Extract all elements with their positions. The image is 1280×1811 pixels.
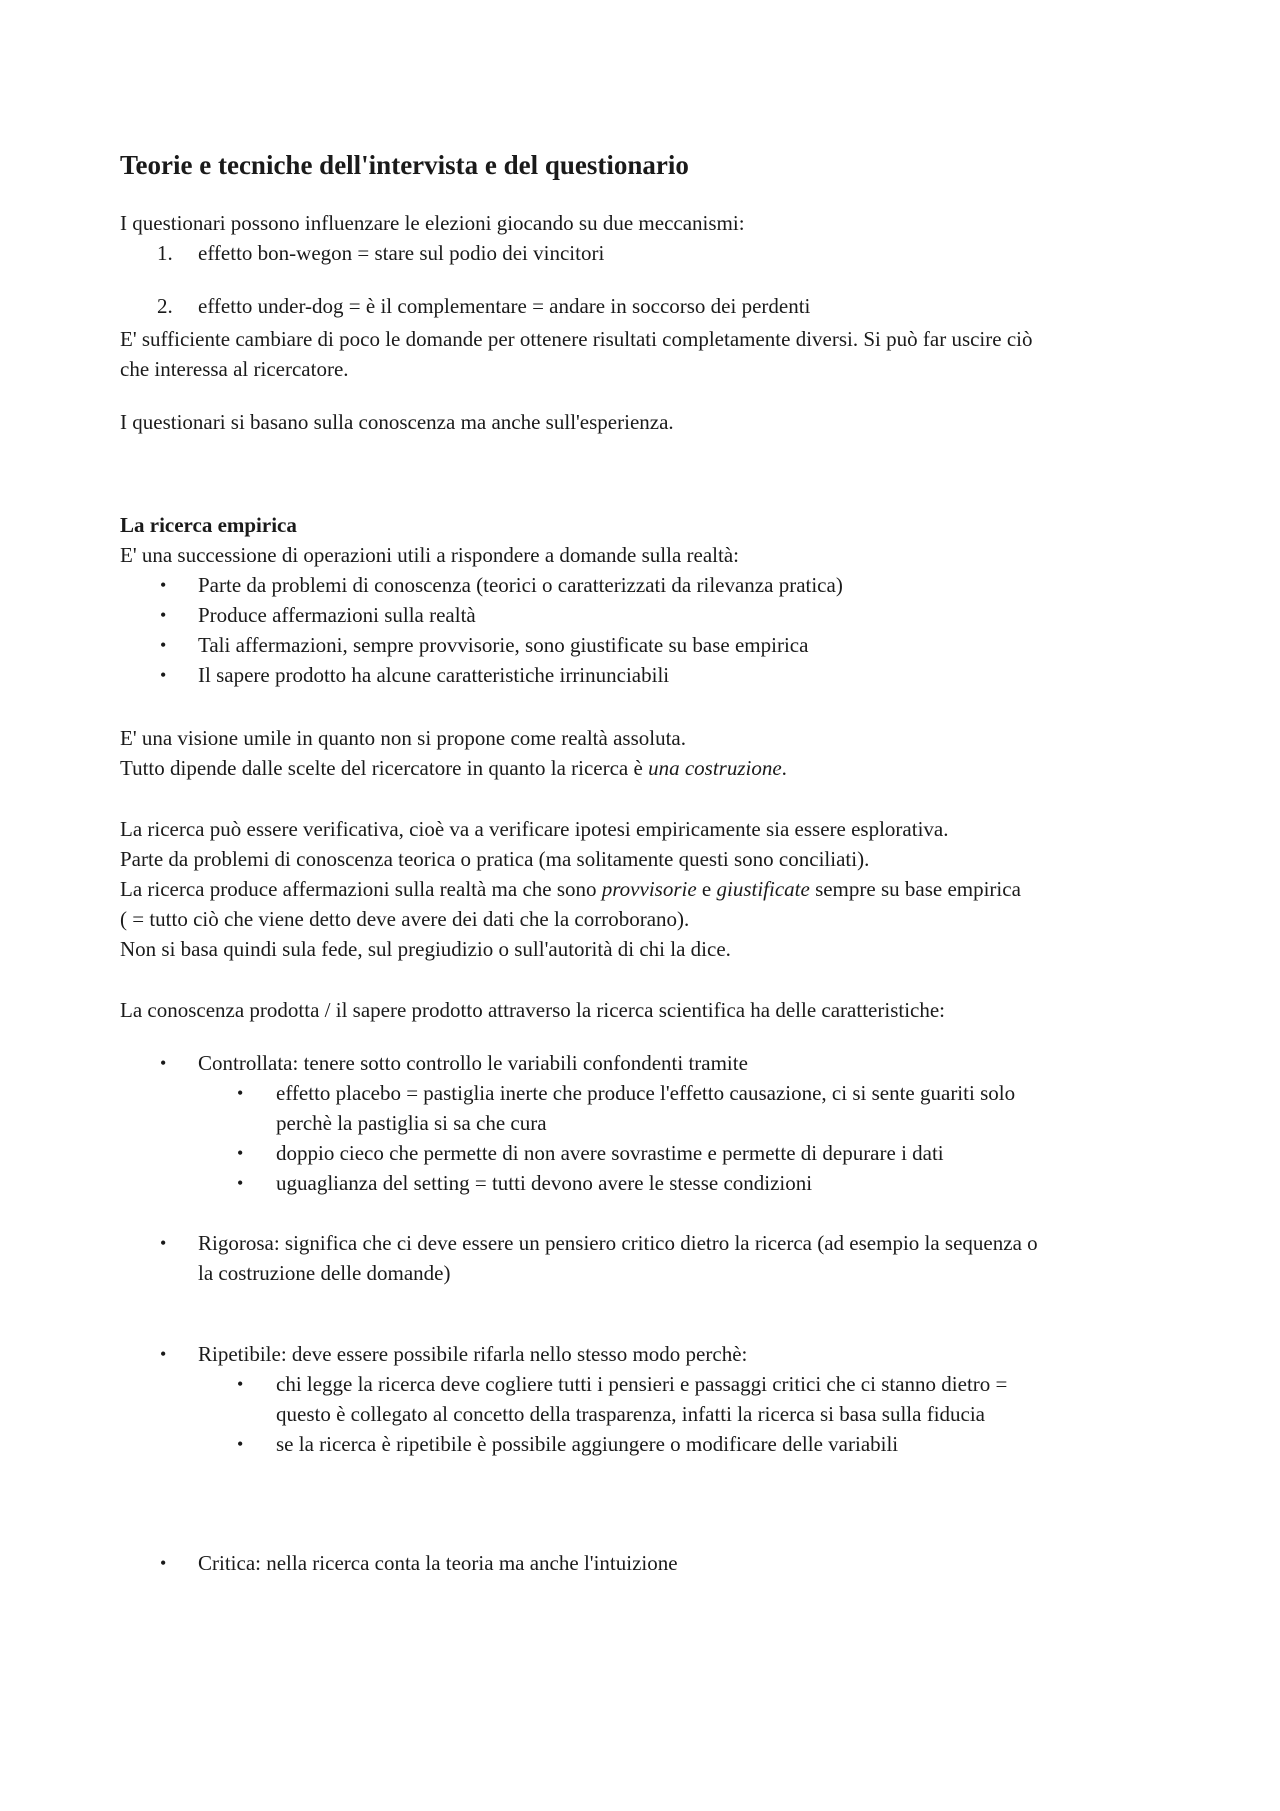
italic-text: giustificate [716, 877, 810, 901]
list-item: effetto bon-wegon = stare sul podio dei vincitori [198, 241, 605, 265]
text-run: Tutto dipende dalle scelte del ricercatore in quanto la ricerca è [120, 756, 649, 780]
paragraph: La ricerca può essere verificativa, cioè va a verificare ipotesi empiricamente sia essere esplorativa. [120, 817, 949, 841]
paragraph: ( = tutto ciò che viene detto deve avere dei dati che la corroborano). [120, 907, 690, 931]
bullet-icon: • [237, 1173, 244, 1193]
italic-text: una costruzione [648, 756, 782, 780]
list-item: effetto under-dog = è il complementare = andare in soccorso dei perdenti [198, 294, 811, 318]
bullet-icon: • [160, 605, 167, 625]
bullet-icon: • [237, 1374, 244, 1394]
sub-list-item: doppio cieco che permette di non avere sovrastime e permette di depurare i dati [276, 1141, 944, 1165]
bullet-icon: • [160, 1553, 167, 1573]
list-item: la costruzione delle domande) [198, 1261, 451, 1285]
bullet-icon: • [160, 1053, 167, 1073]
bullet-icon: • [160, 635, 167, 655]
list-item: Rigorosa: significa che ci deve essere un pensiero critico dietro la ricerca (ad esempio la sequenza o [198, 1231, 1038, 1255]
text-run: e [696, 877, 717, 901]
bullet-icon: • [237, 1434, 244, 1454]
paragraph [120, 874, 1021, 904]
list-item: Tali affermazioni, sempre provvisorie, sono giustificate su base empirica [198, 633, 809, 657]
paragraph: che interessa al ricercatore. [120, 357, 349, 381]
sub-list-item: effetto placebo = pastiglia inerte che produce l'effetto causazione, ci si sente guariti solo [276, 1081, 1016, 1105]
text-run: La ricerca produce affermazioni sulla realtà ma che sono [120, 877, 602, 901]
bullet-icon: • [160, 665, 167, 685]
paragraph: Non si basa quindi sula fede, sul pregiudizio o sull'autorità di chi la dice. [120, 937, 731, 961]
bullet-icon: • [160, 575, 167, 595]
paragraph: E' una visione umile in quanto non si propone come realtà assoluta. [120, 726, 686, 750]
sub-list-item: questo è collegato al concetto della trasparenza, infatti la ricerca si basa sulla fiducia [276, 1402, 986, 1426]
text-run: sempre su base empirica [809, 877, 1021, 901]
sub-list-item: se la ricerca è ripetibile è possibile aggiungere o modificare delle variabili [276, 1432, 899, 1456]
bullet-icon: • [160, 1344, 167, 1364]
text-run: . [781, 756, 787, 780]
paragraph: E' sufficiente cambiare di poco le domande per ottenere risultati completamente diversi. Si può far uscire ciò [120, 327, 1033, 351]
bullet-icon: • [160, 1233, 167, 1253]
sub-list-item: perchè la pastiglia si sa che cura [276, 1111, 547, 1135]
sub-list-item: uguaglianza del setting = tutti devono avere le stesse condizioni [276, 1171, 813, 1195]
paragraph: I questionari si basano sulla conoscenza ma anche sull'esperienza. [120, 410, 674, 434]
list-item: Il sapere prodotto ha alcune caratteristiche irrinunciabili [198, 663, 670, 687]
list-item: Controllata: tenere sotto controllo le variabili confondenti tramite [198, 1051, 748, 1075]
intro-lead: I questionari possono influenzare le elezioni giocando su due meccanismi: [120, 211, 745, 235]
bullet-icon: • [237, 1083, 244, 1103]
paragraph [120, 753, 787, 783]
list-marker: 2. [157, 294, 173, 318]
page-title: Teorie e tecniche dell'intervista e del questionario [120, 150, 689, 180]
bullet-icon: • [237, 1143, 244, 1163]
section-lead: E' una successione di operazioni utili a rispondere a domande sulla realtà: [120, 543, 739, 567]
sub-list-item: chi legge la ricerca deve cogliere tutti i pensieri e passaggi critici che ci stanno dietro = [276, 1372, 1008, 1396]
paragraph: La conoscenza prodotta / il sapere prodotto attraverso la ricerca scientifica ha delle caratteristiche: [120, 998, 946, 1022]
italic-text: provvisorie [601, 877, 697, 901]
list-marker: 1. [157, 241, 173, 265]
list-item: Critica: nella ricerca conta la teoria ma anche l'intuizione [198, 1551, 678, 1575]
list-item: Parte da problemi di conoscenza (teorici o caratterizzati da rilevanza pratica) [198, 573, 843, 597]
list-item: Produce affermazioni sulla realtà [198, 603, 476, 627]
paragraph: Parte da problemi di conoscenza teorica o pratica (ma solitamente questi sono conciliati). [120, 847, 870, 871]
section-heading: La ricerca empirica [120, 513, 297, 537]
list-item: Ripetibile: deve essere possibile rifarla nello stesso modo perchè: [198, 1342, 748, 1366]
